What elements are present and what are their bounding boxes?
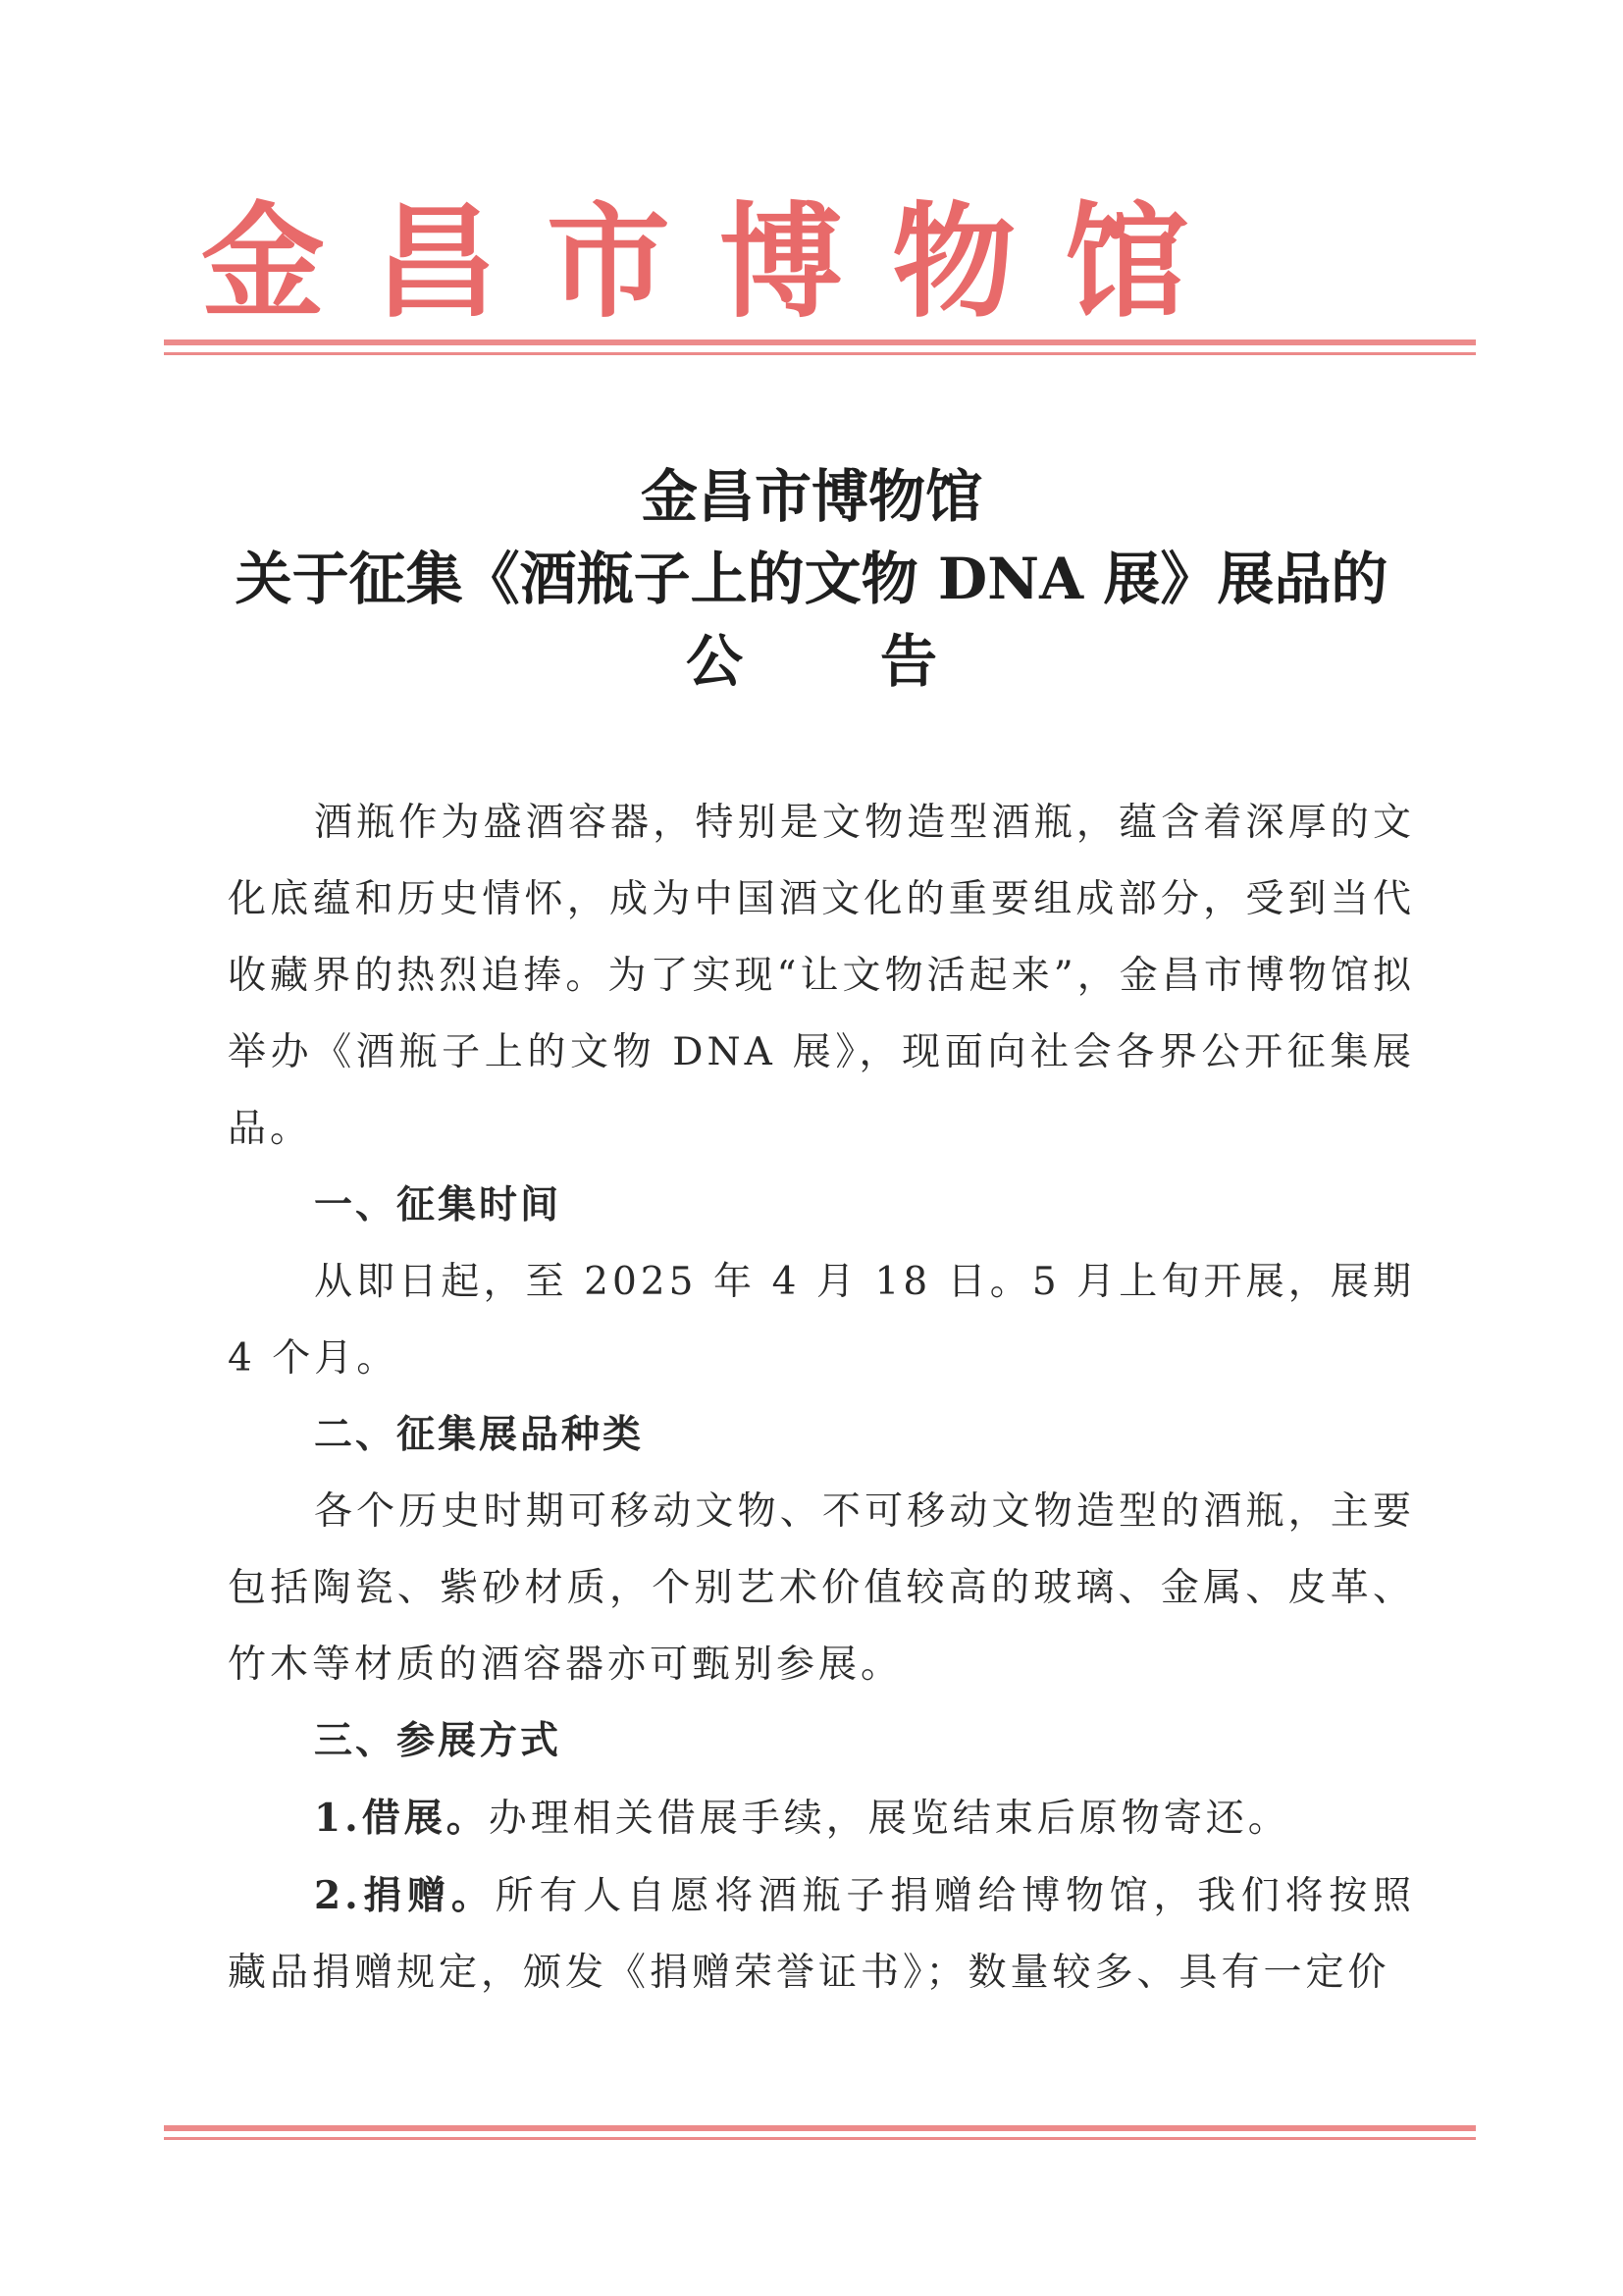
title-line-2: 关于征集《酒瓶子上的文物 DNA 展》展品的 xyxy=(235,546,1388,612)
method-item-text: 所有人自愿将酒瓶子捐赠给博物馆，我们将按照藏品捐赠规定，颁发《捐赠荣誉证书》；数量较多、具有一定价 xyxy=(228,1874,1415,1995)
method-item-loan xyxy=(228,1780,1415,1857)
title-line-3: 公告 xyxy=(685,628,1074,695)
section-text-types: 各个历史时期可移动文物、不可移动文物造型的酒瓶，主要包括陶瓷、紫砂材质，个别艺术价值较高的玻璃、金属、皮革、竹木等材质的酒容器亦可甄别参展。 xyxy=(228,1489,1415,1687)
section-text-time: 从即日起，至 2025 年 4 月 18 日。5 月上旬开展，展期 4 个月。 xyxy=(228,1260,1415,1381)
letterhead-char: 昌 xyxy=(374,189,497,335)
letterhead-char: 市 xyxy=(547,189,670,335)
footer-rule-thin xyxy=(164,2137,1476,2140)
intro-paragraph: 酒瓶作为盛酒容器，特别是文物造型酒瓶，蕴含着深厚的文化底蕴和历史情怀，成为中国酒文化的重要组成部分，受到当代收藏界的热烈追捧。为了实现“让文物活起来”，金昌市博物馆拟举办《酒瓶子上的文物 DNA 展》，现面向社会各界公开征集展品。 xyxy=(228,801,1415,1151)
letterhead-char: 金 xyxy=(201,189,325,335)
title-line-1: 金昌市博物馆 xyxy=(640,463,982,530)
letterhead-char: 博 xyxy=(719,189,843,335)
letterhead-char: 馆 xyxy=(1065,189,1188,335)
document-title xyxy=(0,455,1623,703)
method-item-donation xyxy=(228,1857,1415,2011)
header-rule-thick xyxy=(164,339,1476,345)
footer-rule-thick xyxy=(164,2125,1476,2131)
section-heading-types: 二、征集展品种类 xyxy=(314,1413,645,1457)
header-rule-thin xyxy=(164,352,1476,355)
section-heading-method: 三、参展方式 xyxy=(314,1719,562,1763)
letterhead-org-name xyxy=(0,188,1623,336)
letterhead-char: 物 xyxy=(892,189,1016,335)
document-body xyxy=(228,785,1415,2011)
section-heading-time: 一、征集时间 xyxy=(314,1183,562,1227)
method-item-label: 2.捐赠。 xyxy=(314,1873,496,1918)
method-item-label: 1.借展。 xyxy=(314,1796,489,1841)
method-item-text: 办理相关借展手续，展览结束后原物寄还。 xyxy=(488,1797,1290,1841)
